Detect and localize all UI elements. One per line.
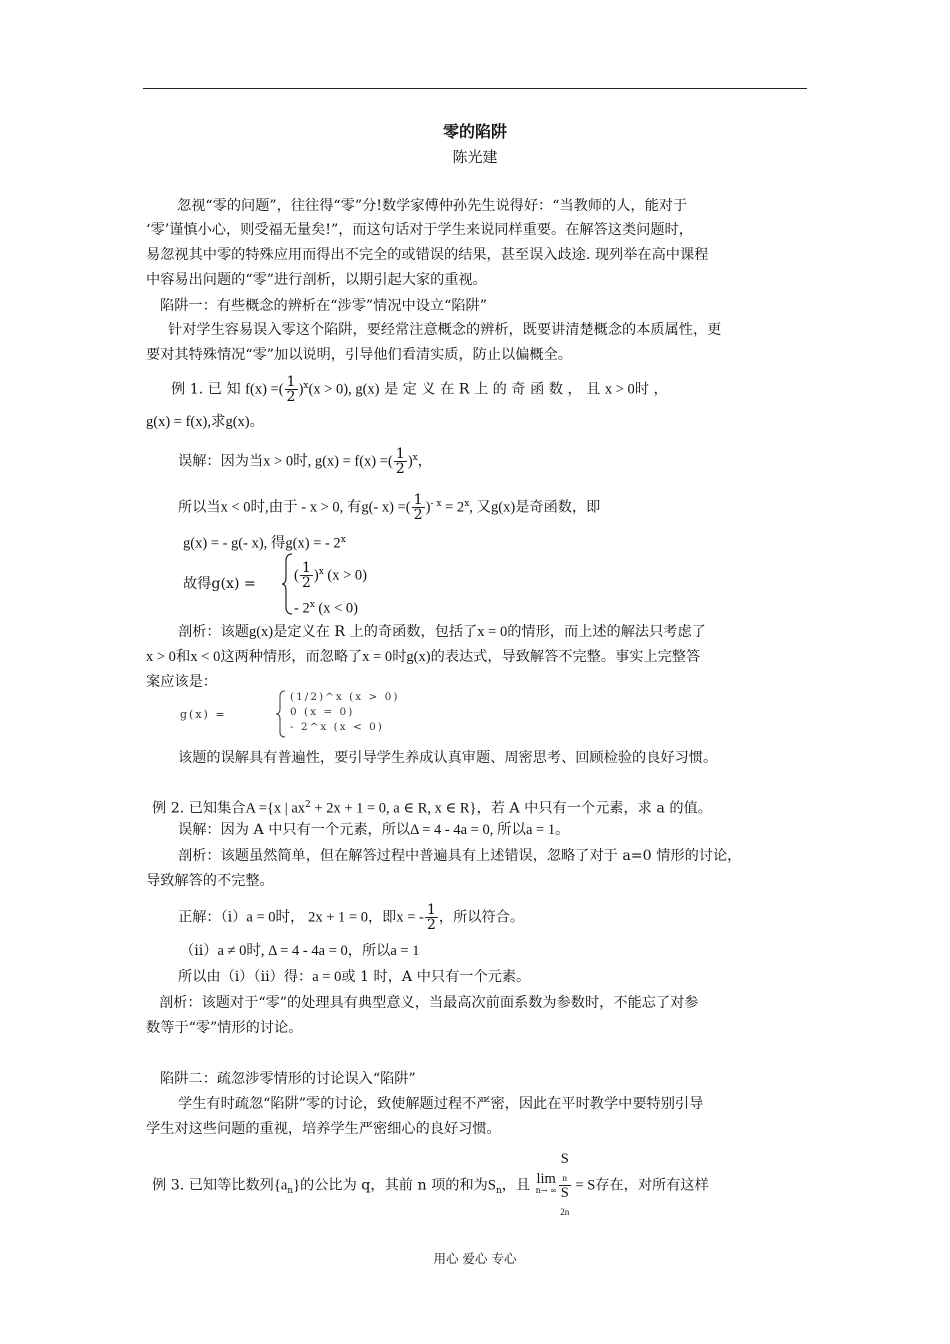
ex1-note: 该题的误解具有普遍性，要引导学生养成认真审题、周密思考、回顾检验的良好习惯。 xyxy=(178,750,718,766)
trap1-text-1: 针对学生容易误入零这个陷阱，要经常注意概念的辨析，既要讲清楚概念的本质属性，更 xyxy=(168,322,722,338)
exponent: x xyxy=(309,600,315,610)
correct-text-2: ，所以符合。 xyxy=(438,909,525,926)
period: 。 xyxy=(555,822,570,838)
ex1-case-1 xyxy=(294,560,950,590)
case-cond: (x > 0) xyxy=(323,567,368,584)
intro-line-3: 易忽视其中零的特殊应用而得出不完全的或错误的结果，甚至误入歧途. 现列举在高中课程 xyxy=(146,247,709,263)
sn: S xyxy=(487,1177,496,1194)
analysis-text: 这两种情形，而忽略了 xyxy=(220,649,363,665)
correct-x: x = - xyxy=(396,909,424,926)
blurry-case-3: - 2^x (x < 0) xyxy=(290,721,384,733)
ex2-case-ii xyxy=(180,939,844,963)
ex2-analysis-1: 剖析：该题虽然简单，但在解答过程中普遍具有上述错误，忽略了对于 a=0 情形的讨论， xyxy=(178,848,742,864)
fraction-half xyxy=(285,375,298,404)
blurry-label: g(x) = xyxy=(180,708,227,721)
blurry-case-2: 0 (x = 0) xyxy=(290,706,355,718)
ex1-gx-eq: g(x) = f(x),求g(x) xyxy=(146,414,250,430)
wrong-math: x > 0时, g(x) = f(x) =( xyxy=(263,453,393,470)
ex2-label: 例 2. 已知集合 xyxy=(152,800,246,817)
exponent: x xyxy=(412,453,418,463)
frac-num: 1 xyxy=(301,560,311,577)
so-math: x < 0时,由于 - x > 0, 有g(- x) =( xyxy=(220,499,411,516)
set-def-2: + 2x + 1 = 0, a ∈ R, x ∈ R} xyxy=(310,800,477,817)
ex2-line-1 xyxy=(152,793,816,821)
ex1-line-2 xyxy=(146,410,810,434)
correct-math: a = 0时， 2x + 1 = 0 xyxy=(246,909,368,926)
limit xyxy=(536,1173,557,1197)
trap2-text-2: 学生对这些问题的重视，培养学生严密细心的良好习惯。 xyxy=(146,1121,501,1137)
wrong-label: 误解：因为当 xyxy=(178,453,264,470)
exponent: x xyxy=(303,381,309,391)
exponent: 2 xyxy=(305,800,311,810)
so-text: 是奇函数，即 xyxy=(515,499,601,516)
analysis-text: 时 xyxy=(392,649,407,665)
ex3-text-2: ，且 xyxy=(501,1177,531,1194)
subscript: 2n xyxy=(560,1206,570,1217)
den-s: S xyxy=(560,1184,569,1201)
num-s: S xyxy=(560,1151,569,1167)
ratio-den xyxy=(559,1186,571,1219)
ex2-wrong xyxy=(178,818,842,842)
ex3-text: 的公比为 q，其前 n 项的和为 xyxy=(300,1177,488,1194)
frac-den: 2 xyxy=(286,389,296,406)
trap2-text-1: 学生有时疏忽“陷阱”零的讨论，致使解题过程不严密，因此在平时教学中要特别引导 xyxy=(178,1096,704,1112)
ex1-gx xyxy=(183,528,847,556)
ratio-fraction xyxy=(559,1152,571,1219)
case-label: （ii） xyxy=(180,943,218,959)
gx-math: g(x) = - g(- x), 得g(x) = - 2 xyxy=(183,535,341,552)
correct-label: 正解：（i） xyxy=(178,909,247,926)
concl-text: 所以由（i）（ii）得： xyxy=(178,969,313,985)
case-cond: (x < 0) xyxy=(314,600,359,617)
trap1-heading: 陷阱一：有些概念的辨析在“涉零”情况中设立“陷阱” xyxy=(160,298,487,314)
fraction-half xyxy=(412,493,425,522)
ex3-label: 例 3. 已知等比数列 xyxy=(152,1177,274,1194)
lim: lim xyxy=(536,1171,556,1188)
ex2-analysis-3: 剖析：该题对于“零”的处理具有典型意义，当最高次前面系数为参数时，不能忘了对参 xyxy=(159,995,699,1011)
ex3-text-3: 存在，对所有这样 xyxy=(595,1177,709,1194)
seq-end: } xyxy=(293,1177,301,1194)
ex1-fx: f(x) =( xyxy=(245,381,284,398)
correct-text: ，即 xyxy=(367,909,397,926)
header-rule xyxy=(143,88,807,89)
frac-num: 1 xyxy=(395,446,405,463)
seq: {a xyxy=(273,1177,288,1194)
subscript: n xyxy=(562,1172,567,1183)
ex1-x-pos: x > 0 xyxy=(604,381,635,398)
ex2-correct xyxy=(178,903,842,932)
lim-sub: n→ ∞ xyxy=(535,1186,557,1196)
brace-icon xyxy=(276,690,286,738)
concl-text-2: 或 1 时，A 中只有一个元素。 xyxy=(341,969,531,985)
paren: ( xyxy=(294,567,299,584)
subscript: n xyxy=(287,1186,294,1197)
intro-line-1: 忽视“零的问题”，往往得“零”分!数学家傅仲孙先生说得好：“当教师的人，能对于 xyxy=(177,198,688,214)
exponent: x xyxy=(340,535,346,545)
subscript: n xyxy=(495,1186,502,1197)
ex2-analysis-2: 导致解答的不完整。 xyxy=(146,873,274,889)
ex1-final-label: 故得g(x) = xyxy=(183,576,256,592)
ex1-wrong xyxy=(178,446,842,476)
concl-math: a = 0 xyxy=(312,969,342,985)
frac-den: 2 xyxy=(413,507,423,524)
trap2-heading: 陷阱二：疏忽涉零情形的讨论误入“陷阱” xyxy=(160,1071,416,1087)
paren: ) xyxy=(425,499,431,516)
gx: g(x) xyxy=(248,624,274,640)
ex1-line-1 xyxy=(171,374,835,404)
frac-num: 1 xyxy=(413,492,423,509)
set-def: A ={x | ax xyxy=(245,800,306,817)
frac-den: 2 xyxy=(395,461,405,478)
blurry-case-1: (1/2)^x (x > 0) xyxy=(290,691,400,703)
x-zero: x = 0 xyxy=(362,649,393,665)
ex1-analysis-3: 案应该是： xyxy=(146,674,217,690)
intro-line-4: 中容易出问题的“零”进行剖析，以期引起大家的重视。 xyxy=(146,272,487,288)
ex3-line xyxy=(152,1152,816,1219)
period: 。 xyxy=(249,414,264,430)
page-title: 零的陷阱 xyxy=(442,122,507,141)
case-expr: - 2 xyxy=(294,600,310,617)
paren: ) xyxy=(407,453,413,470)
analysis-label: 剖析：该题 xyxy=(178,624,249,640)
analysis-text: 是定义在 R 上的奇函数，包括了 xyxy=(273,624,478,640)
frac-den: 2 xyxy=(426,917,436,933)
frac-num: 1 xyxy=(426,902,436,918)
ex1-cond: (x > 0), g(x) xyxy=(308,381,380,398)
x-cases: x > 0和x < 0 xyxy=(146,649,221,665)
comma: ， xyxy=(417,453,432,470)
case-text: ，所以 xyxy=(347,943,391,959)
author: 陈光建 xyxy=(452,148,498,166)
ex1-text: 是 定 义 在 R 上 的 奇 函 数 ， 且 xyxy=(384,381,601,398)
ex1-text-end: 时 ， xyxy=(634,381,668,398)
ratio-num xyxy=(559,1152,571,1186)
intro-line-2: ‘零’谨慎小心，则受福无量矣!”，而这句话对于学生来说同样重要。在解答这类问题时， xyxy=(146,222,693,238)
paren: ) xyxy=(298,381,304,398)
fraction-half xyxy=(425,903,438,932)
x-zero: x = 0 xyxy=(477,624,508,640)
ex1-analysis-2 xyxy=(146,645,810,669)
ex2-conclusion xyxy=(178,965,842,989)
analysis-text-2: 的情形，而上述的解法只考虑了 xyxy=(507,624,706,640)
exponent: - x xyxy=(430,499,442,509)
analysis-text: 的表达式，导致解答不完整。事实上完整答 xyxy=(430,649,701,665)
wrong-math: Δ = 4 - 4a = 0, 所以a = 1 xyxy=(410,822,556,838)
ex1-label: 例 1. 已 知 xyxy=(171,381,241,398)
paren: ) xyxy=(313,567,319,584)
case-result: a = 1 xyxy=(390,943,420,959)
so-math-3: , 又g(x) xyxy=(469,499,516,516)
ex1-so xyxy=(178,492,842,522)
case-math: a ≠ 0时, Δ = 4 - 4a = 0 xyxy=(217,943,348,959)
trap1-text-2: 要对其特殊情况“零”加以说明，引导他们看清实质，防止以偏概全。 xyxy=(146,347,572,363)
ex2-text: ，若 A 中只有一个元素，求 a 的值。 xyxy=(476,800,712,817)
exponent: x xyxy=(318,567,324,577)
so-math-2: = 2 xyxy=(441,499,465,516)
ex2-analysis-4: 数等于“零”情形的讨论。 xyxy=(146,1020,303,1036)
fraction-half xyxy=(300,561,313,590)
brace-icon xyxy=(282,553,294,615)
wrong-label: 误解：因为 A 中只有一个元素，所以 xyxy=(178,822,411,838)
gx: g(x) xyxy=(406,649,431,665)
eq-s: = S xyxy=(571,1177,596,1194)
ex1-analysis-1 xyxy=(178,620,842,644)
frac-den: 2 xyxy=(301,575,311,592)
page-footer: 用心 爱心 专心 xyxy=(433,1251,517,1266)
ex1-case-2 xyxy=(294,593,950,621)
frac-num: 1 xyxy=(286,374,296,391)
fraction-half xyxy=(394,447,407,476)
exponent: x xyxy=(464,499,470,509)
so-label: 所以当 xyxy=(178,499,221,516)
